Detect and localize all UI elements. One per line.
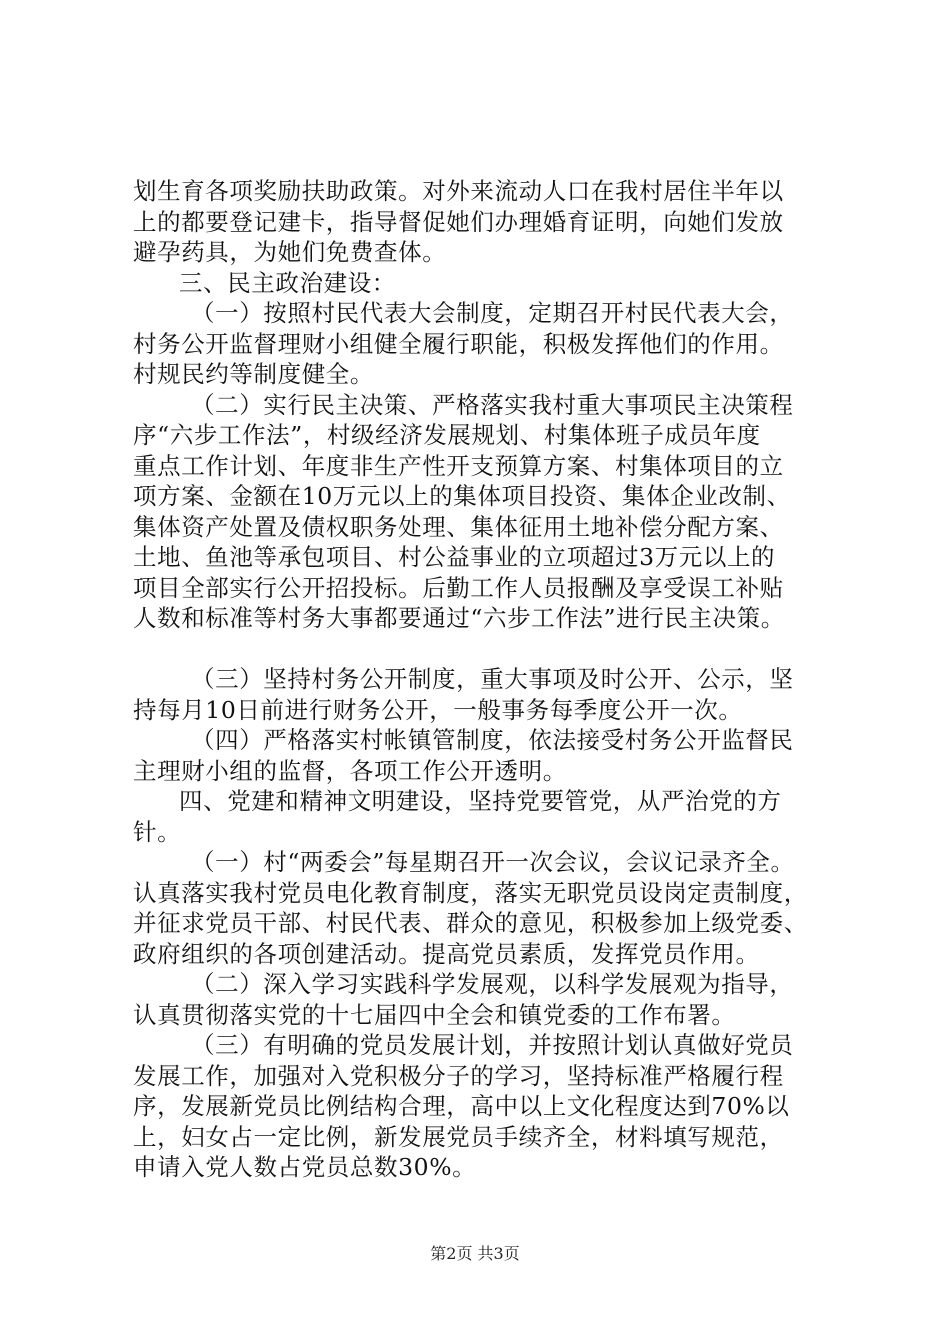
section-heading: 四、党建和精神文明建设，坚持党要管党，从严治党的方 xyxy=(179,787,782,815)
blank-line xyxy=(133,634,833,665)
text-line: （二）实行民主决策、严格落实我村重大事项民主决策程 xyxy=(191,390,794,419)
text-line: 认真落实我村党员电化教育制度，落实无职党员设岗定责制度， xyxy=(133,878,808,907)
section-heading: 三、民主政治建设： xyxy=(179,268,396,297)
text-line: （三）有明确的党员发展计划，并按照计划认真做好党员 xyxy=(191,1031,794,1059)
page-number: 第2页 共3页 xyxy=(430,1244,520,1263)
text-line: 划生育各项奖励扶助政策。对外来流动人口在我村居住半年以 xyxy=(133,177,784,205)
text-line: 序“六步工作法”，村级经济发展规划、村集体班子成员年度 xyxy=(133,421,761,449)
text-line: 认真贯彻落实党的十七届四中全会和镇党委的工作布署。 xyxy=(133,1000,736,1029)
text-line: （一）村“两委会”每星期召开一次会议，会议记录齐全。 xyxy=(191,848,795,876)
text-line: 土地、鱼池等承包项目、村公益事业的立项超过3万元以上的 xyxy=(133,543,776,571)
text-line: 主理财小组的监督，各项工作公开透明。 xyxy=(133,756,567,785)
text-line: 并征求党员干部、村民代表、群众的意见，积极参加上级党委、 xyxy=(133,909,808,937)
text-line: （四）严格落实村帐镇管制度，依法接受村务公开监督民 xyxy=(191,726,794,754)
text-line: 人数和标准等村务大事都要通过“六步工作法”进行民主决策。 xyxy=(133,604,785,632)
text-line: 申请入党人数占党员总数30%。 xyxy=(133,1153,477,1181)
text-line: 发展工作，加强对入党积极分子的学习，坚持标准严格履行程 xyxy=(133,1061,784,1090)
text-line: 持每月10日前进行财务公开，一般事务每季度公开一次。 xyxy=(133,695,743,724)
text-line: 项方案、金额在10万元以上的集体项目投资、集体企业改制、 xyxy=(133,482,791,510)
text-line: 上的都要登记建卡，指导督促她们办理婚育证明，向她们发放 xyxy=(133,207,784,236)
text-line: （一）按照村民代表大会制度，定期召开村民代表大会， xyxy=(191,299,794,327)
text-line: 重点工作计划、年度非生产性开支预算方案、村集体项目的立 xyxy=(133,451,784,480)
text-line: （三）坚持村务公开制度，重大事项及时公开、公示，坚 xyxy=(191,665,794,693)
text-line: 项目全部实行公开招投标。后勤工作人员报酬及享受误工补贴 xyxy=(133,573,784,602)
text-line: 村规民约等制度健全。 xyxy=(133,360,374,388)
document-body xyxy=(133,176,833,1183)
text-line: 村务公开监督理财小组健全履行职能，积极发挥他们的作用。 xyxy=(133,329,784,358)
text-line: 针。 xyxy=(133,817,182,846)
text-line: （二）深入学习实践科学发展观，以科学发展观为指导， xyxy=(191,970,794,998)
text-line: 序，发展新党员比例结构合理，高中以上文化程度达到70%以 xyxy=(133,1092,790,1120)
text-line: 避孕药具，为她们免费查体。 xyxy=(133,238,447,266)
text-line: 政府组织的各项创建活动。提高党员素质，发挥党员作用。 xyxy=(133,939,760,968)
text-line: 集体资产处置及债权职务处理、集体征用土地补偿分配方案、 xyxy=(133,512,784,541)
text-line: 上，妇女占一定比例，新发展党员手续齐全，材料填写规范， xyxy=(133,1122,784,1151)
